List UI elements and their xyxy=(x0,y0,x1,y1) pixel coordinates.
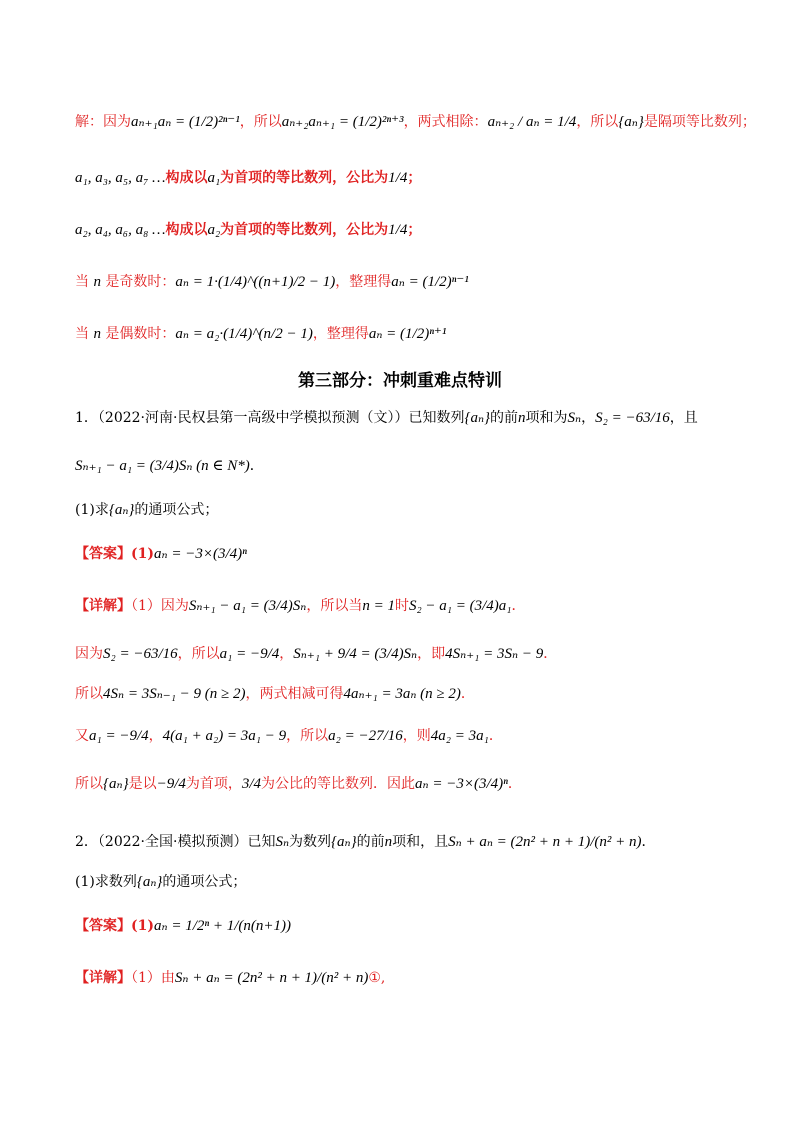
equation: −9/4 xyxy=(156,776,186,792)
equation: 1/4 xyxy=(388,170,408,186)
equation: S₂ − a₁ = (3/4)a₁ xyxy=(408,598,512,614)
problem-1-statement-2 xyxy=(75,456,760,476)
problem-source: （2022·河南·民权县第一高级中学模拟预测（文）） xyxy=(97,410,409,426)
text: ． xyxy=(249,458,264,474)
circled-one-mark: ① xyxy=(368,970,381,986)
equation: {aₙ} xyxy=(108,502,135,518)
solution-line-2 xyxy=(75,168,760,188)
solution-line-4 xyxy=(75,272,760,292)
equation: Sₙ xyxy=(275,834,290,850)
problem-1-detail-1 xyxy=(75,596,760,616)
text: 项和，且 xyxy=(392,834,449,850)
detail-label: 【详解】 xyxy=(75,598,131,614)
equation: aₙ = (1/2)ⁿ⁺¹ xyxy=(368,326,447,342)
text: ，整理得 xyxy=(335,274,392,290)
equation: n xyxy=(93,274,101,290)
problem-1-detail-4 xyxy=(75,726,760,746)
equation: a₂, a₄, a₆, a₈ … xyxy=(75,222,166,238)
equation: 4(a₁ + a₂) = 3a₁ − 9 xyxy=(162,728,287,744)
equation: {aₙ} xyxy=(464,410,491,426)
equation: {aₙ} xyxy=(618,114,644,130)
equation: 4Sₙ = 3Sₙ₋₁ − 9 (n ≥ 2) xyxy=(103,686,246,702)
text: ． xyxy=(460,686,475,702)
answer-number: (1) xyxy=(131,918,154,934)
equation: aₙ = −3×(3/4)ⁿ xyxy=(154,546,247,562)
text: 因为 xyxy=(75,646,103,662)
text: 的通项公式； xyxy=(162,874,247,890)
text: 项和为 xyxy=(525,410,568,426)
equation: {aₙ} xyxy=(103,776,129,792)
problem-1-detail-5 xyxy=(75,774,760,794)
text: ， xyxy=(148,728,163,744)
text: ， xyxy=(279,646,294,662)
equation: a₁ = −9/4 xyxy=(89,728,149,744)
text: 已知 xyxy=(247,834,276,850)
equation: aₙ = (1/2)ⁿ⁻¹ xyxy=(391,274,469,290)
text: 当 xyxy=(75,326,89,342)
equation: {aₙ} xyxy=(136,874,163,890)
text: ，所以 xyxy=(286,728,329,744)
text: 时 xyxy=(394,598,409,614)
equation: n xyxy=(518,410,526,426)
solution-line-3 xyxy=(75,220,760,240)
detail-label: 【详解】 xyxy=(75,970,131,986)
text: ，所以 xyxy=(239,114,282,130)
equation: aₙ = 1·(1/4)^((n+1)/2 − 1) xyxy=(175,274,336,290)
equation: aₙ = −3×(3/4)ⁿ xyxy=(415,776,508,792)
equation: a₁, a₃, a₅, a₇ … xyxy=(75,170,166,186)
problem-2-statement xyxy=(75,832,760,852)
text: 的通项公式； xyxy=(134,502,219,518)
equation: a₁ xyxy=(207,170,221,186)
problem-1-question xyxy=(75,500,760,520)
text: ． xyxy=(641,834,656,850)
equation: {aₙ} xyxy=(331,834,357,850)
equation: aₙ = a₂·(1/4)^(n/2 − 1) xyxy=(175,326,313,342)
solution-line-1 xyxy=(75,112,760,132)
text: ，两式相除： xyxy=(403,114,488,130)
equation: 4aₙ₊₁ = 3aₙ (n ≥ 2) xyxy=(343,686,461,702)
text: ，所以 xyxy=(576,114,619,130)
text: ． xyxy=(507,776,522,792)
text: 的前 xyxy=(490,410,519,426)
text: (1)求数列 xyxy=(75,874,137,890)
text: 解：因为 xyxy=(75,114,131,130)
problem-2-detail-1 xyxy=(75,968,760,988)
problem-1-detail-3 xyxy=(75,684,760,704)
text: 为数列 xyxy=(289,834,332,850)
equation: Sₙ xyxy=(567,410,582,426)
problem-2-question xyxy=(75,872,760,892)
text: 的前 xyxy=(356,834,385,850)
text: 当 xyxy=(75,274,89,290)
text: ． xyxy=(511,598,526,614)
text: ； xyxy=(407,170,422,186)
section-heading: 第三部分：冲刺重难点特训 xyxy=(298,371,502,391)
text: ，两式相减可得 xyxy=(245,686,344,702)
answer-number: (1) xyxy=(131,546,154,562)
text: 为公比的等比数列．因此 xyxy=(261,776,416,792)
text: ，整理得 xyxy=(312,326,369,342)
text: ，则 xyxy=(402,728,431,744)
text: 是偶数时： xyxy=(105,326,176,342)
equation: Sₙ₊₁ − a₁ = (3/4)Sₙ (n ∈ N*) xyxy=(75,458,250,474)
answer-label: 【答案】 xyxy=(75,918,131,934)
equation: 3/4 xyxy=(241,776,262,792)
text: 为首项的等比数列，公比为 xyxy=(220,170,389,186)
equation: Sₙ + aₙ = (2n² + n + 1)/(n² + n) xyxy=(174,970,369,986)
text: ，所以当 xyxy=(306,598,363,614)
equation: aₙ₊₂aₙ₊₁ = (1/2)²ⁿ⁺³ xyxy=(281,114,404,130)
equation: S₂ = −63/16 xyxy=(595,410,670,426)
text: ， xyxy=(581,410,596,426)
equation: aₙ₊₁aₙ = (1/2)²ⁿ⁻¹ xyxy=(131,114,240,130)
equation: aₙ = 1/2ⁿ + 1/(n(n+1)) xyxy=(154,918,291,934)
answer-label: 【答案】 xyxy=(75,546,131,562)
problem-1-detail-2 xyxy=(75,644,760,664)
text: 构成以 xyxy=(165,222,208,238)
text: ，即 xyxy=(417,646,446,662)
text: 所以 xyxy=(75,776,103,792)
equation: aₙ₊₂ / aₙ = 1/4 xyxy=(487,114,577,130)
text: （1）由 xyxy=(131,970,175,986)
equation: Sₙ + aₙ = (2n² + n + 1)/(n² + n) xyxy=(448,834,642,850)
text: 构成以 xyxy=(165,170,208,186)
solution-line-5 xyxy=(75,324,760,344)
text: 是隔项等比数列； xyxy=(643,114,756,130)
equation: n = 1 xyxy=(362,598,395,614)
text: （1）因为 xyxy=(131,598,189,614)
text: ． xyxy=(543,646,558,662)
text: ． xyxy=(488,728,503,744)
text: 是奇数时： xyxy=(105,274,176,290)
text: 是以 xyxy=(128,776,157,792)
equation: n xyxy=(384,834,393,850)
text: ，所以 xyxy=(177,646,220,662)
text: ，且 xyxy=(669,410,698,426)
problem-1-statement xyxy=(75,408,760,428)
equation: 4Sₙ₊₁ = 3Sₙ − 9 xyxy=(445,646,544,662)
problem-number: 2． xyxy=(75,834,98,850)
problem-2-answer xyxy=(75,916,760,936)
text: 已知数列 xyxy=(408,410,465,426)
text: , xyxy=(380,970,386,986)
equation: 1/4 xyxy=(388,222,408,238)
equation: a₁ = −9/4 xyxy=(219,646,280,662)
text: 为首项， xyxy=(185,776,242,792)
problem-source: （2022·全国·模拟预测） xyxy=(97,834,248,850)
equation: a₂ xyxy=(207,222,221,238)
equation: S₂ = −63/16 xyxy=(103,646,178,662)
equation: n xyxy=(93,326,101,342)
equation: Sₙ₊₁ − a₁ = (3/4)Sₙ xyxy=(188,598,307,614)
problem-1-answer xyxy=(75,544,760,564)
text: 又 xyxy=(75,728,89,744)
equation: a₂ = −27/16 xyxy=(328,728,403,744)
problem-number: 1． xyxy=(75,410,98,426)
text: 为首项的等比数列，公比为 xyxy=(220,222,389,238)
equation: 4a₂ = 3a₁ xyxy=(430,728,489,744)
text: 所以 xyxy=(75,686,103,702)
text: ； xyxy=(407,222,422,238)
equation: Sₙ₊₁ + 9/4 = (3/4)Sₙ xyxy=(293,646,418,662)
text: (1)求 xyxy=(75,502,109,518)
